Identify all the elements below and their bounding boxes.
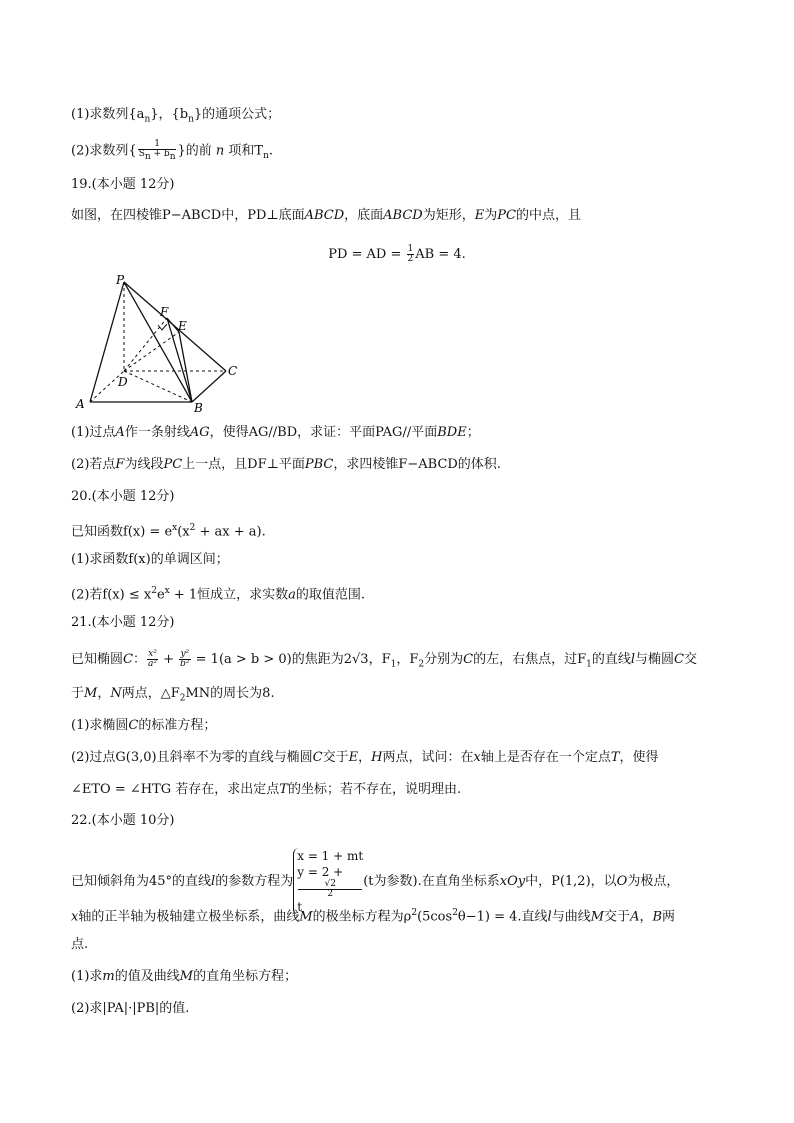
q21-part1: (1)求椭圆C的标准方程； [71,718,217,733]
q18-part2: (2)求数列{ $\frac{1}{S_n + b_n}$ }的前 n 项和$T_n$. [71,139,274,162]
label-P: P [116,273,125,287]
label-B: B [194,401,203,415]
q22-statement-line1: 已知倾斜角为45°的直线l的参数方程为 x = 1 + mt y = 2 + √2 2 t (t为参数).在直角坐标系xOy中，P(1,2)，以O为极点， [71,849,680,914]
q21-statement-line1: 已知椭圆C： $\frac{\text{x²}}{\text{a²}}$ + $\frac{\text{y²}}{\text{b²}}$ = 1(a > b > 0)的焦距为2√3，$F_1$，$F_2$分别为C的左，右焦点，过$F_1$的直线l与椭圆C交 [71,649,697,670]
q20-header: 20.(本小题 12分) [71,489,175,504]
q21-statement-line2: 于M，N两点，$\triangle F_2MN$的周长为8. [71,686,275,704]
label-C: C [228,364,238,378]
q22-part1: (1)求m的值及曲线M的直角坐标方程； [71,969,298,984]
q18-part1: (1)求数列$\{a_n\}$，$\{b_n\}$的通项公式； [71,107,281,125]
q19-part2: (2)若点F为线段PC上一点，且DF⊥平面PBC，求四棱锥F−ABCD的体积. [71,457,501,472]
q19-header: 19.(本小题 12分) [71,177,175,192]
pyramid-figure [70,272,250,417]
fraction: $\frac{1}{S_n + b_n}$ [138,139,176,162]
label-D: D [118,375,128,389]
q22-part2: (2)求|PA|·|PB|的值. [71,1001,190,1016]
q19-part1: (1)过点A作一条射线AG，使得AG//BD，求证：平面PAG//平面BDE； [71,425,480,440]
q20-part2: (2)若$f(x) \le x^2e^x + 1$恒成立，求实数a的取值范围. [71,586,366,603]
label-F: F [160,305,169,319]
label-A: A [76,397,85,411]
equation-system: x = 1 + mt y = 2 + √2 2 t [293,848,363,915]
q22-statement-line3: 点. [71,937,89,952]
q20-part1: (1)求函数f(x)的单调区间； [71,552,229,567]
q21-part2-line2: ∠ETO = ∠HTG 若存在，求出定点T的坐标；若不存在，说明理由. [71,782,462,797]
q19-equation: PD = AD = $\frac{1}{2}$ AB = 4. [328,244,466,264]
label-E: E [178,319,187,333]
q19-statement: 如图，在四棱锥P−ABCD中，PD⊥底面ABCD，底面ABCD为矩形，E为PC的中点，且 [71,208,581,223]
q21-part2-line1: (2)过点G(3,0)且斜率不为零的直线与椭圆C交于E，H两点，试问：在x轴上是否存在一个定点T，使得 [71,750,659,765]
q22-statement-line2: x轴的正半轴为极轴建立极坐标系，曲线M的极坐标方程为$\rho^2(5\cos^2\theta-1) = 4$.直线l与曲线M交于A，B两 [71,908,676,925]
q20-statement: 已知函数$f(x) = e^x(x^2$ + ax + a). [71,523,266,540]
q22-header: 22.(本小题 10分) [71,813,175,828]
q21-header: 21.(本小题 12分) [71,615,175,630]
